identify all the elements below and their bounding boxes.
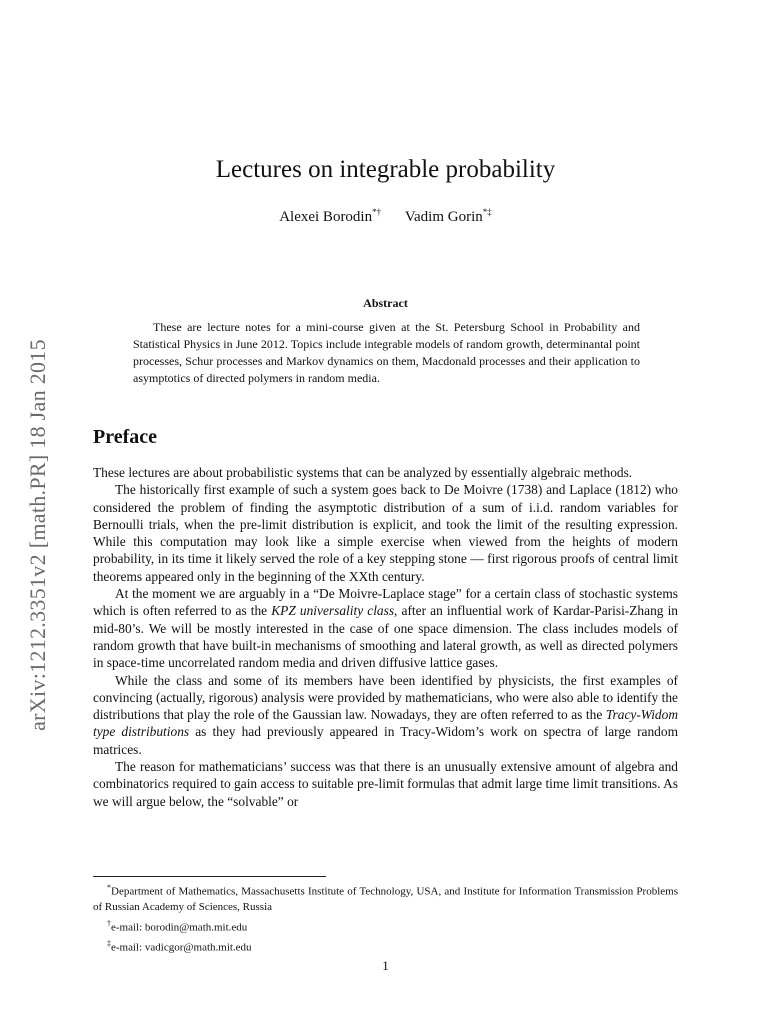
author-list: [93, 207, 678, 226]
footnote-2-mark: †: [107, 918, 111, 928]
preface-paragraph-4-part-b: as they had previously appeared in Tracy-Widom’s work on spectra of large random matrices.: [93, 724, 678, 757]
footnote-2-text: e-mail: borodin@math.mit.edu: [111, 921, 248, 934]
footnotes: [93, 880, 678, 956]
preface-paragraph-3-part-a: At the moment we are arguably in a “De Moivre-Laplace stage” for a certain class of stochastic systems which is often referred to as the: [93, 586, 678, 619]
author-2-marks: *‡: [482, 207, 492, 217]
abstract-text: These are lecture notes for a mini-course given at the St. Petersburg School in Probability and Statistical Physics in June 2012. Topics include integrable models of random growth, determinantal point processes, Schur processes and Markov dynamics on them, Macdonald processes and their application to asymptotics of directed polymers in random media.: [133, 320, 640, 385]
arxiv-stamp: [14, 315, 62, 755]
author-2: [405, 209, 492, 225]
footnote-affiliation: [93, 880, 678, 916]
kpz-universality-class-term: KPZ universality class: [271, 603, 395, 619]
footnote-email-borodin: [93, 916, 678, 936]
preface-paragraph-2: The historically first example of such a system goes back to De Moivre (1738) and Laplace (1812) who considered the problem of finding the asymptotic distribution of a sum of i.i.d. random variables for Bernoulli trials, when the pre-limit distribution is explicit, and took the limit of the resulting expression. While this computation may look like a simple exercise when viewed from the heights of modern probability, in its time it likely served the role of a key stepping stone — first rigorous proofs of central limit theorems appeared only in the beginning of the XXth century.: [93, 482, 678, 584]
author-1: [279, 209, 381, 225]
footnote-1-text: Department of Mathematics, Massachusetts Institute of Technology, USA, and Institute for Information Transmission Problems of Russian Academy of Sciences, Russia: [93, 885, 678, 914]
author-1-name: Alexei Borodin: [279, 209, 373, 225]
preface-paragraph-3-part-b: , after an influential work of Kardar-Parisi-Zhang in mid-80’s. We will be mostly interested in the case of one space dimension. The class includes models of random growth that have built-in mechanisms of smoothing and lateral growth, as well as directed polymers in space-time uncorrelated random media and driven diffusive lattice gases.: [93, 603, 678, 671]
preface-paragraph-3: [93, 585, 678, 671]
footnote-email-gorin: [93, 936, 678, 956]
author-1-marks: *†: [372, 207, 382, 217]
footnote-divider: [93, 876, 326, 877]
preface-paragraph-5: The reason for mathematicians’ success was that there is an unusually extensive amount of algebra and combinatorics required to gain access to suitable pre-limit formulas that admit large time limit transitions. As we will argue below, the “solvable” or: [93, 759, 678, 809]
footnote-3-text: e-mail: vadicgor@math.mit.edu: [111, 941, 252, 954]
footnote-1-mark: *: [107, 883, 111, 892]
abstract-heading: Abstract: [363, 296, 408, 310]
page-number: 1: [382, 958, 389, 973]
tracy-widom-term: Tracy-Widom type distributions: [93, 707, 678, 740]
preface-heading: Preface: [93, 426, 158, 448]
author-2-name: Vadim Gorin: [404, 209, 483, 225]
preface-paragraph-1: These lectures are about probabilistic systems that can be analyzed by essentially algebraic methods.: [93, 465, 633, 480]
arxiv-stamp-text: arXiv:1212.3351v2 [math.PR] 18 Jan 2015: [25, 339, 50, 731]
preface-body: [93, 464, 678, 810]
preface-paragraph-4-part-a: While the class and some of its members have been identified by physicists, the first examples of convincing (actually, rigorous) analysis were provided by mathematicians, who were also able to identify the distributions that play the role of the Gaussian law. Nowadays, they are often referred to as the: [93, 672, 678, 723]
footnote-3-mark: ‡: [107, 938, 111, 948]
preface-paragraph-4: [93, 672, 678, 758]
paper-title: Lectures on integrable probability: [215, 156, 556, 183]
